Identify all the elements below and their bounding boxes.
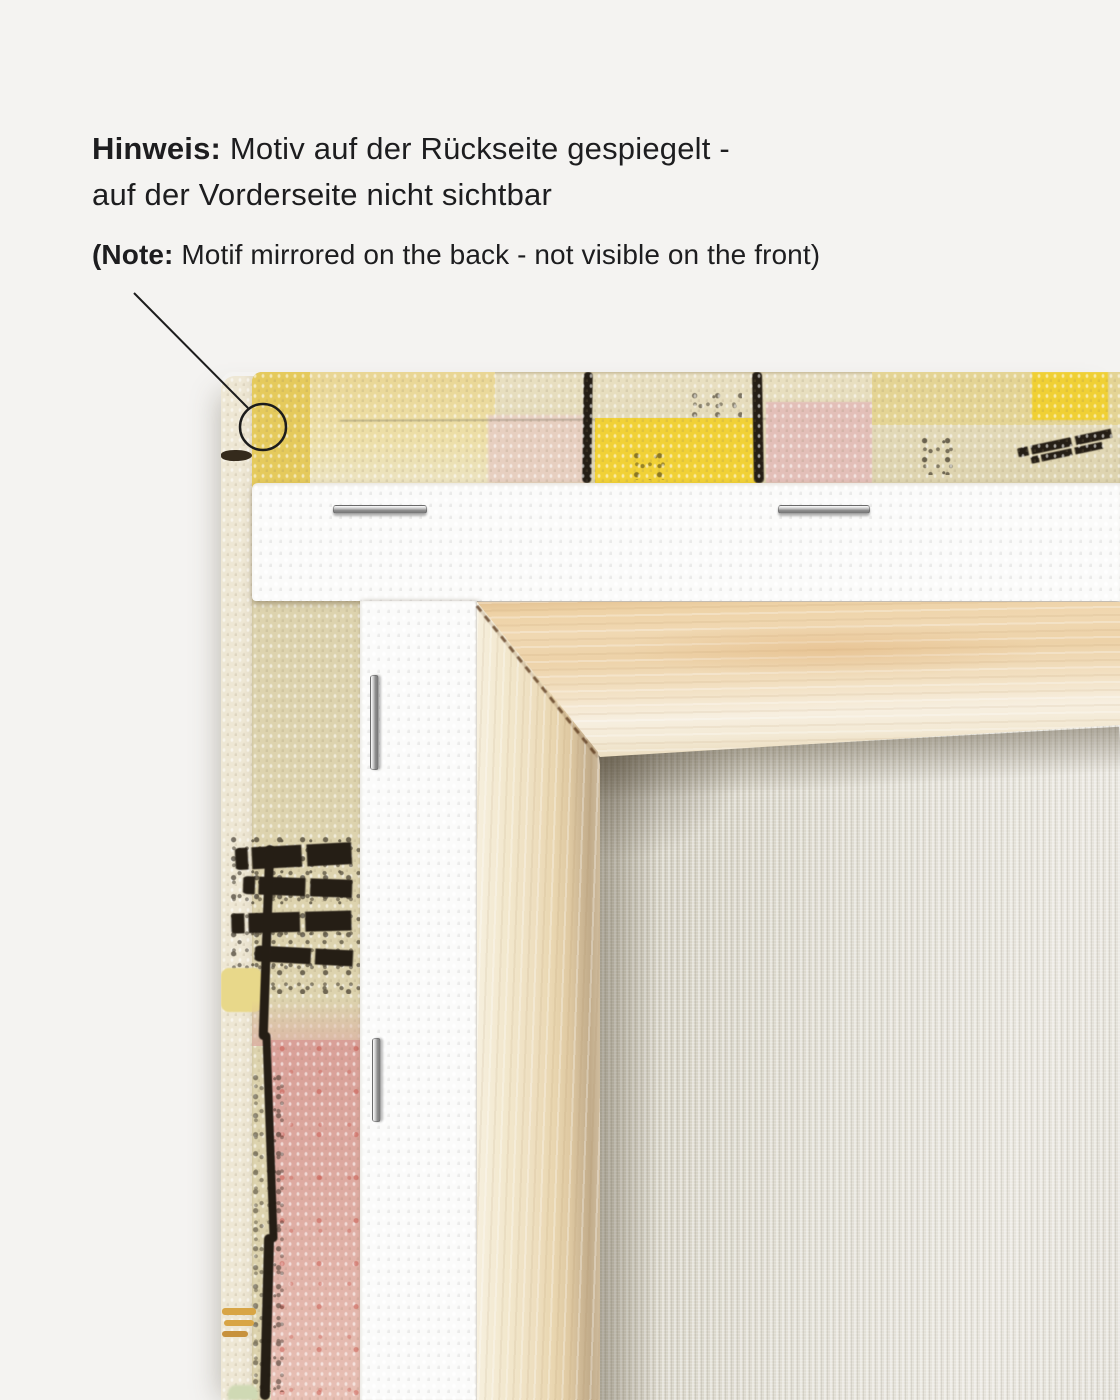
motif-green-patch [228, 1385, 258, 1400]
motif-top-pink-pale [488, 415, 588, 483]
note-english-rest: Motif mirrored on the back - not visible on the front) [173, 239, 821, 270]
motif-ochre-dash-1 [222, 1308, 256, 1315]
staple-top-left [333, 505, 427, 514]
staple-top-right [778, 505, 870, 514]
staple-side-upper [370, 675, 379, 770]
staple-side-lower [372, 1038, 381, 1122]
note-german-line2: auf der Vorderseite nicht sichtbar [92, 177, 552, 212]
motif-top-yellow-left [252, 372, 315, 483]
note-german-lead: Hinweis: [92, 131, 222, 166]
motif-top-speckles-2 [632, 450, 672, 480]
note-english-lead: (Note: [92, 239, 174, 270]
motif-top-black-line-2 [752, 372, 764, 483]
motif-ochre-dash-3 [222, 1331, 248, 1337]
paint-stroke-3 [228, 910, 360, 933]
note-english [92, 236, 820, 274]
motif-top-band [252, 372, 1120, 483]
paint-speckles-lower [251, 1072, 287, 1392]
motif-top-diagonal-scribble [1014, 427, 1120, 464]
motif-top-speckles-3 [920, 435, 954, 475]
note-german-line1: Motiv auf der Rückseite gespiegelt - [221, 131, 730, 166]
canvas-strip-horizontal [252, 483, 1120, 601]
canvas-back-photo [221, 372, 1120, 1400]
motif-top-yellow-right [1032, 372, 1108, 420]
note-block [92, 126, 820, 274]
motif-top-speckles-1 [690, 390, 742, 418]
note-german [92, 126, 820, 218]
motif-top-black-line-1 [582, 372, 593, 483]
motif-top-yellow-bright [595, 418, 757, 483]
motif-ochre-dash-2 [224, 1320, 254, 1326]
motif-top-yellow-soft [310, 372, 495, 483]
motif-top-pink-band [766, 402, 872, 483]
